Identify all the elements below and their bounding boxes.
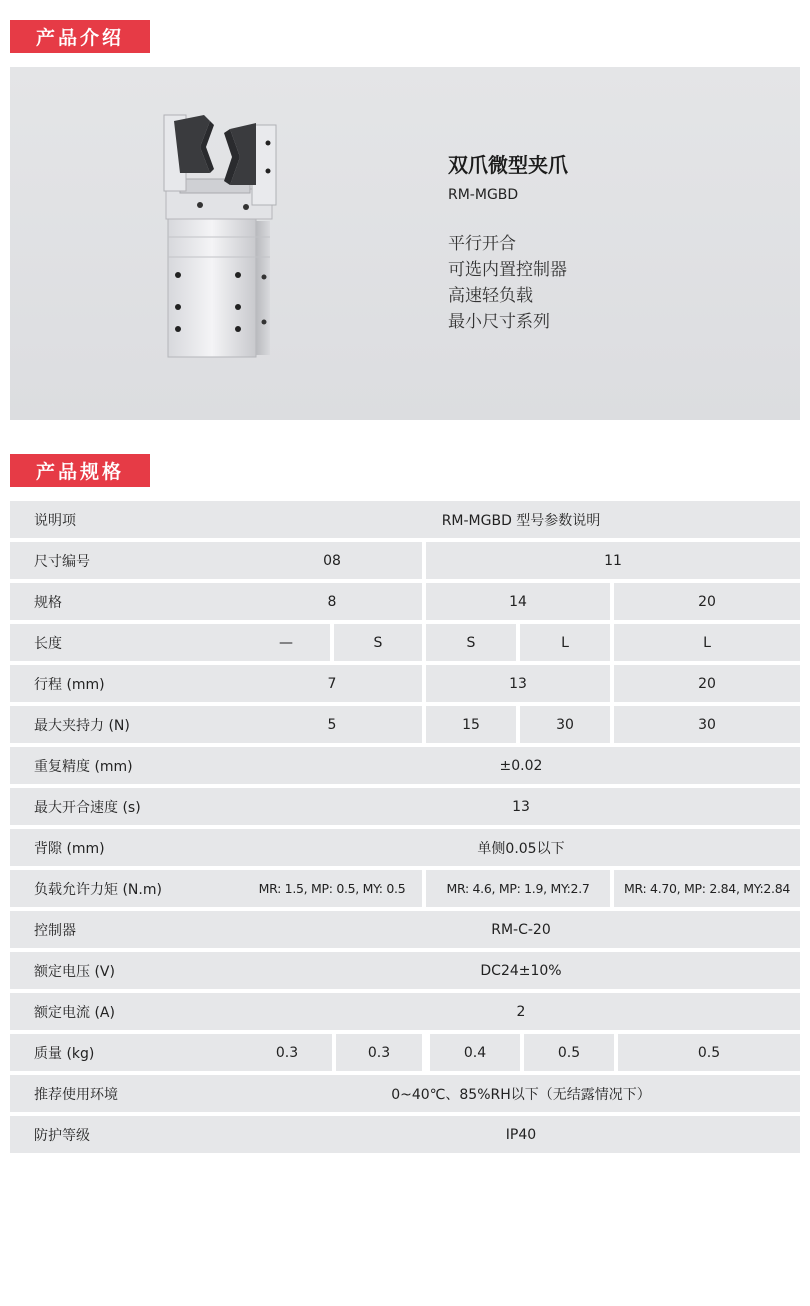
feature-list xyxy=(448,231,567,335)
spec-value: 15 xyxy=(426,706,516,743)
spec-row-stroke xyxy=(10,665,800,702)
spec-row-controller xyxy=(10,911,800,948)
product-name: 双爪微型夹爪 xyxy=(448,153,568,177)
spec-value: ±0.02 xyxy=(242,747,800,784)
row-label: 控制器 xyxy=(10,911,262,948)
spec-value: 单侧0.05以下 xyxy=(242,829,800,866)
feature-item: 最小尺寸系列 xyxy=(448,312,550,332)
product-model: RM-MGBD xyxy=(448,187,519,203)
spec-value: — xyxy=(242,624,330,661)
row-label: 尺寸编号 xyxy=(10,542,262,579)
spec-row-max-grip-force xyxy=(10,706,800,743)
spec-value: DC24±10% xyxy=(242,952,800,989)
spec-row-description xyxy=(10,501,800,538)
spec-value: 13 xyxy=(426,665,610,702)
row-label: 质量 (kg) xyxy=(10,1034,262,1071)
spec-value: 30 xyxy=(520,706,610,743)
spec-value: RM-C-20 xyxy=(242,911,800,948)
row-label: 规格 xyxy=(10,583,262,620)
spec-value: S xyxy=(426,624,516,661)
row-label: 负载允许力矩 (N.m) xyxy=(10,870,262,907)
spec-value: L xyxy=(614,624,800,661)
spec-value: 5 xyxy=(242,706,422,743)
spec-row-allowable-moment xyxy=(10,870,800,907)
spec-value: 0~40℃、85%RH以下（无结露情况下） xyxy=(242,1075,800,1112)
spec-value: 8 xyxy=(242,583,422,620)
spec-value: 7 xyxy=(242,665,422,702)
spec-row-backlash xyxy=(10,829,800,866)
spec-row-specification xyxy=(10,583,800,620)
spec-value: 14 xyxy=(426,583,610,620)
spec-row-size-number xyxy=(10,542,800,579)
spec-value: L xyxy=(520,624,610,661)
spec-row-max-speed xyxy=(10,788,800,825)
feature-item: 可选内置控制器 xyxy=(448,260,567,280)
row-label: 说明项 xyxy=(10,501,262,538)
spec-value: MR: 4.6, MP: 1.9, MY:2.7 xyxy=(426,870,610,907)
spec-row-length xyxy=(10,624,800,661)
row-label: 防护等级 xyxy=(10,1116,262,1153)
section-title-specs: 产品规格 xyxy=(10,454,150,487)
spec-row-protection-class xyxy=(10,1116,800,1153)
spec-row-rated-voltage xyxy=(10,952,800,989)
spec-value: MR: 4.70, MP: 2.84, MY:2.84 xyxy=(614,870,800,907)
spec-row-repeatability xyxy=(10,747,800,784)
row-label: 长度 xyxy=(10,624,262,661)
row-label: 重复精度 (mm) xyxy=(10,747,262,784)
spec-value: 0.5 xyxy=(524,1034,614,1071)
spec-value: RM-MGBD 型号参数说明 xyxy=(242,501,800,538)
spec-value: 0.3 xyxy=(242,1034,332,1071)
spec-value: 0.3 xyxy=(336,1034,422,1071)
spec-table xyxy=(10,501,800,1157)
spec-value: MR: 1.5, MP: 0.5, MY: 0.5 xyxy=(242,870,422,907)
row-label: 背隙 (mm) xyxy=(10,829,262,866)
spec-value: 20 xyxy=(614,583,800,620)
spec-value: 0.5 xyxy=(618,1034,800,1071)
row-label: 最大夹持力 (N) xyxy=(10,706,262,743)
spec-value: 13 xyxy=(242,788,800,825)
product-intro-panel xyxy=(10,67,800,420)
gripper-product-image xyxy=(160,107,290,367)
spec-value: 30 xyxy=(614,706,800,743)
row-label: 额定电流 (A) xyxy=(10,993,262,1030)
spec-row-mass xyxy=(10,1034,800,1071)
spec-value: S xyxy=(334,624,422,661)
spec-value: 0.4 xyxy=(430,1034,520,1071)
spec-row-environment xyxy=(10,1075,800,1112)
spec-value: IP40 xyxy=(242,1116,800,1153)
feature-item: 平行开合 xyxy=(448,234,516,254)
spec-value: 2 xyxy=(242,993,800,1030)
spec-value: 08 xyxy=(242,542,422,579)
spec-value: 20 xyxy=(614,665,800,702)
spec-row-rated-current xyxy=(10,993,800,1030)
spec-value: 11 xyxy=(426,542,800,579)
row-label: 推荐使用环境 xyxy=(10,1075,262,1112)
feature-item: 高速轻负载 xyxy=(448,286,533,306)
row-label: 额定电压 (V) xyxy=(10,952,262,989)
row-label: 行程 (mm) xyxy=(10,665,262,702)
row-label: 最大开合速度 (s) xyxy=(10,788,262,825)
section-title-intro: 产品介绍 xyxy=(10,20,150,53)
